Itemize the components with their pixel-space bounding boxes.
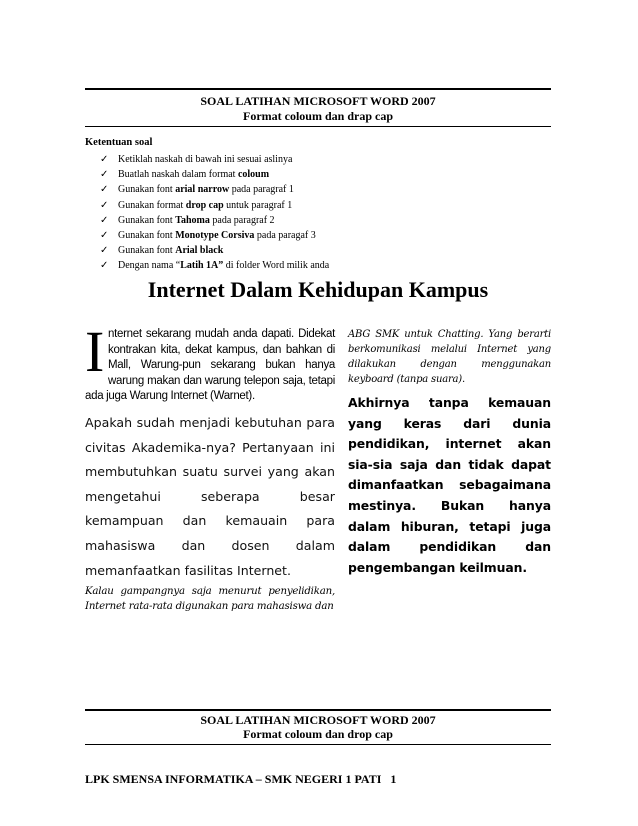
top-header-line2: Format coloum dan drap cap	[243, 109, 393, 123]
ketentuan-item-text-end: pada paragraf 1	[229, 184, 294, 196]
top-header-underline	[85, 126, 551, 127]
checkmark-icon: ✓	[100, 214, 109, 226]
ketentuan-item-text-end: untuk paragraf 1	[223, 199, 293, 211]
ketentuan-item	[100, 182, 329, 197]
ketentuan-item-text: Gunakan font	[118, 184, 176, 196]
ketentuan-item-text-end: pada paragraf 2	[209, 214, 275, 226]
ketentuan-item	[100, 228, 329, 243]
ketentuan-item-text: Gunakan font	[118, 214, 176, 226]
ketentuan-item	[100, 213, 329, 228]
ketentuan-list	[100, 152, 329, 274]
footer-text	[85, 772, 396, 787]
checkmark-icon: ✓	[100, 229, 109, 241]
ketentuan-item-emphasis: Arial black	[175, 245, 224, 257]
ketentuan-item-emphasis: Monotype Corsiva	[175, 229, 255, 241]
bottom-header-underline	[85, 744, 551, 745]
top-header-line1: SOAL LATIHAN MICROSOFT WORD 2007	[200, 94, 436, 108]
right-column	[348, 327, 551, 578]
ketentuan-item	[100, 198, 329, 213]
ketentuan-item-text-end: pada paragaf 3	[254, 229, 316, 241]
ketentuan-item-emphasis: coloum	[237, 169, 270, 181]
paragraph-1-text: nternet sekarang mudah anda dapati. Didekat kontrakan kita, dekat kampus, dan bahkan di Mall, Warung-pun sekarang bukan hanya warung makan dan warung telepon saja, tetapi ada juga Warung Internet (Warnet).	[85, 328, 335, 403]
ketentuan-item-text: Gunakan font	[118, 229, 176, 241]
left-column	[85, 319, 335, 614]
ketentuan-item	[100, 243, 329, 258]
ketentuan-item-emphasis: drop cap	[185, 199, 224, 211]
ketentuan-item-text-end: di folder Word milik anda	[223, 260, 330, 272]
ketentuan-item-text: Buatlah naskah dalam format	[118, 169, 238, 181]
paragraph-1	[85, 319, 335, 405]
checkmark-icon: ✓	[100, 184, 109, 196]
checkmark-icon: ✓	[100, 260, 109, 272]
top-header-rule	[85, 88, 551, 90]
ketentuan-item	[100, 258, 329, 273]
ketentuan-item-text: Gunakan font	[118, 245, 176, 257]
paragraph-2: Apakah sudah menjadi kebutuhan para civitas Akademika-nya? Pertanyaan ini membutuhkan suatu survei yang akan mengetahui seberapa besar kemampuan dan kemauain para mahasiswa dan dosen dalam memanfaatkan fasilitas Internet.	[85, 414, 335, 578]
footer-label: LPK SMENSA INFORMATIKA – SMK NEGERI 1 PATI	[85, 772, 382, 786]
ketentuan-item	[100, 152, 329, 167]
bottom-header-line2: Format coloum dan drop cap	[243, 727, 393, 741]
ketentuan-item-emphasis: Tahoma	[175, 214, 210, 226]
drop-cap-letter: I	[85, 319, 105, 384]
ketentuan-item-text: Ketiklah naskah di bawah ini sesuai aslinya	[118, 154, 293, 165]
paragraph-3: Kalau gampangnya saja menurut penyelidikan, Internet rata-rata digunakan para mahasiswa dan	[85, 586, 335, 612]
ketentuan-item-text: Gunakan format	[118, 199, 186, 211]
ketentuan-title: Ketentuan soal	[85, 137, 153, 148]
paragraph-4: Akhirnya tanpa kemauan yang keras dari dunia pendidikan, internet akan sia-sia saja dan tidak dapat dimanfaatkan sebagaimana mestinya. Bukan hanya dalam hiburan, tetapi juga dalam pendidikan dan pengembangan keilmuan.	[348, 395, 551, 575]
article-title: Internet Dalam Kehidupan Kampus	[147, 277, 489, 302]
ketentuan-item-text: Dengan nama “	[118, 260, 181, 272]
paragraph-3-continued: ABG SMK untuk Chatting. Yang berarti berkomunikasi melalui Internet yang dilakukan dengan menggunakan keyboard (tanpa suara).	[348, 329, 551, 385]
ketentuan-item	[100, 167, 329, 182]
bottom-header-line1: SOAL LATIHAN MICROSOFT WORD 2007	[200, 713, 436, 727]
checkmark-icon: ✓	[100, 199, 109, 211]
page-number: 1	[390, 772, 397, 786]
checkmark-icon: ✓	[100, 245, 109, 257]
checkmark-icon: ✓	[100, 154, 109, 165]
bottom-header-rule	[85, 709, 551, 711]
ketentuan-item-emphasis: Latih 1A”	[180, 260, 224, 272]
ketentuan-item-emphasis: arial narrow	[175, 184, 230, 196]
checkmark-icon: ✓	[100, 169, 109, 181]
